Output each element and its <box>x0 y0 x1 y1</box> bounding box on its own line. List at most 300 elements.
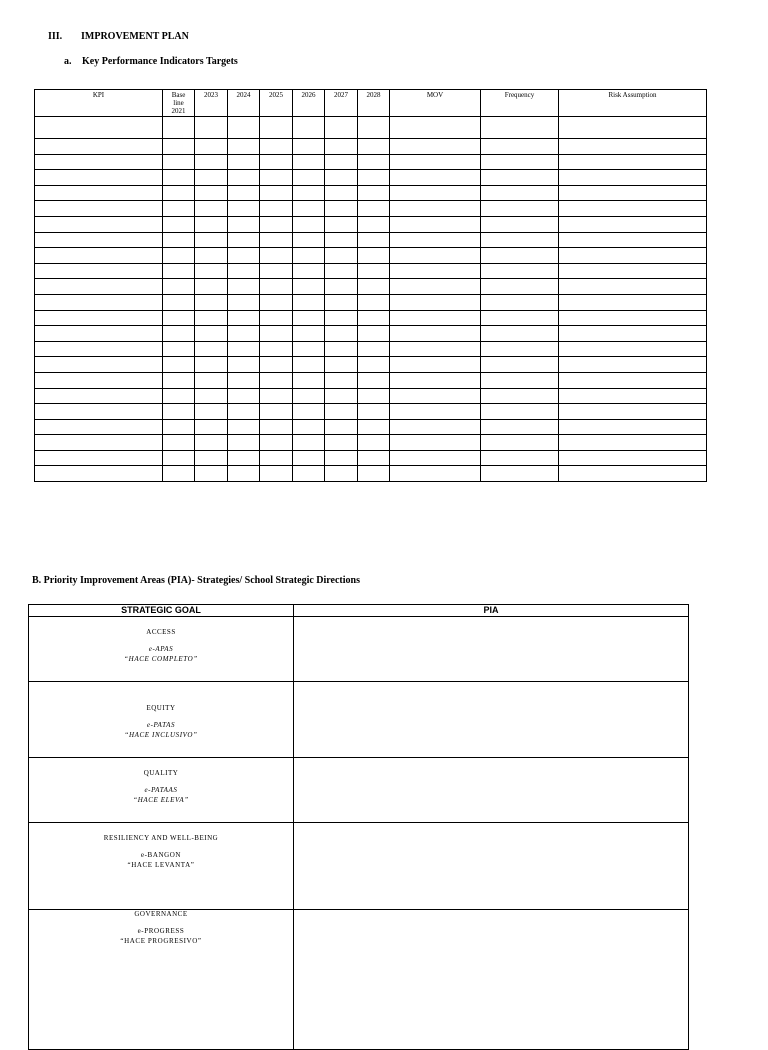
kpi-cell[interactable] <box>195 263 228 279</box>
kpi-cell[interactable] <box>358 117 390 139</box>
kpi-cell[interactable] <box>390 310 481 326</box>
kpi-cell[interactable] <box>481 341 559 357</box>
kpi-cell[interactable] <box>228 310 260 326</box>
kpi-cell[interactable] <box>358 404 390 420</box>
kpi-cell[interactable] <box>163 170 195 186</box>
kpi-cell[interactable] <box>35 450 163 466</box>
kpi-cell[interactable] <box>390 201 481 217</box>
kpi-cell[interactable] <box>195 326 228 342</box>
kpi-cell[interactable] <box>358 466 390 482</box>
kpi-cell[interactable] <box>35 341 163 357</box>
kpi-cell[interactable] <box>35 357 163 373</box>
kpi-cell[interactable] <box>35 154 163 170</box>
kpi-cell[interactable] <box>293 232 325 248</box>
goal-program: e-PATAAS <box>144 786 178 794</box>
pia-cell[interactable] <box>294 823 689 910</box>
kpi-cell[interactable] <box>325 310 358 326</box>
kpi-cell[interactable] <box>195 139 228 155</box>
kpi-cell[interactable] <box>390 466 481 482</box>
kpi-table-row <box>35 248 707 264</box>
kpi-cell[interactable] <box>163 372 195 388</box>
kpi-cell[interactable] <box>390 388 481 404</box>
kpi-cell[interactable] <box>260 357 293 373</box>
kpi-cell[interactable] <box>293 263 325 279</box>
kpi-cell[interactable] <box>390 372 481 388</box>
kpi-cell[interactable] <box>195 201 228 217</box>
kpi-cell[interactable] <box>163 466 195 482</box>
kpi-cell[interactable] <box>35 435 163 451</box>
kpi-cell[interactable] <box>559 232 707 248</box>
kpi-cell[interactable] <box>481 185 559 201</box>
kpi-cell[interactable] <box>195 232 228 248</box>
kpi-cell[interactable] <box>293 435 325 451</box>
kpi-cell[interactable] <box>260 154 293 170</box>
kpi-cell[interactable] <box>293 154 325 170</box>
kpi-cell[interactable] <box>195 248 228 264</box>
kpi-cell[interactable] <box>358 232 390 248</box>
kpi-header-2027: 2027 <box>325 90 358 117</box>
kpi-cell[interactable] <box>481 388 559 404</box>
kpi-cell[interactable] <box>390 232 481 248</box>
pia-cell[interactable] <box>294 617 689 682</box>
kpi-cell[interactable] <box>559 435 707 451</box>
kpi-cell[interactable] <box>559 263 707 279</box>
kpi-cell[interactable] <box>358 450 390 466</box>
kpi-cell[interactable] <box>481 357 559 373</box>
kpi-cell[interactable] <box>481 139 559 155</box>
kpi-cell[interactable] <box>260 419 293 435</box>
kpi-cell[interactable] <box>195 279 228 295</box>
kpi-cell[interactable] <box>195 372 228 388</box>
kpi-cell[interactable] <box>35 419 163 435</box>
kpi-cell[interactable] <box>163 294 195 310</box>
kpi-cell[interactable] <box>195 170 228 186</box>
kpi-cell[interactable] <box>35 294 163 310</box>
kpi-cell[interactable] <box>293 248 325 264</box>
kpi-cell[interactable] <box>228 117 260 139</box>
kpi-section-letter: a. <box>64 56 72 67</box>
kpi-table-row <box>35 185 707 201</box>
kpi-cell[interactable] <box>358 419 390 435</box>
kpi-cell[interactable] <box>293 294 325 310</box>
kpi-cell[interactable] <box>293 326 325 342</box>
kpi-cell[interactable] <box>260 185 293 201</box>
goal-name: RESILIENCY AND WELL-BEING <box>103 834 219 842</box>
goal-program: e-BANGON <box>140 851 182 859</box>
kpi-cell[interactable] <box>390 419 481 435</box>
kpi-cell[interactable] <box>325 248 358 264</box>
kpi-cell[interactable] <box>390 450 481 466</box>
kpi-cell[interactable] <box>228 372 260 388</box>
kpi-cell[interactable] <box>390 248 481 264</box>
kpi-cell[interactable] <box>293 279 325 295</box>
kpi-cell[interactable] <box>293 372 325 388</box>
kpi-header-2028: 2028 <box>358 90 390 117</box>
kpi-cell[interactable] <box>559 404 707 420</box>
kpi-table-row <box>35 341 707 357</box>
kpi-cell[interactable] <box>228 279 260 295</box>
pia-section-title: B. Priority Improvement Areas (PIA)- Strategies/ School Strategic Directions <box>32 575 360 586</box>
kpi-cell[interactable] <box>195 117 228 139</box>
kpi-cell[interactable] <box>260 294 293 310</box>
kpi-cell[interactable] <box>163 450 195 466</box>
kpi-cell[interactable] <box>228 326 260 342</box>
kpi-cell[interactable] <box>390 294 481 310</box>
pia-cell[interactable] <box>294 758 689 823</box>
kpi-cell[interactable] <box>228 357 260 373</box>
kpi-cell[interactable] <box>260 201 293 217</box>
kpi-cell[interactable] <box>325 154 358 170</box>
kpi-cell[interactable] <box>358 372 390 388</box>
kpi-cell[interactable] <box>293 419 325 435</box>
kpi-cell[interactable] <box>228 201 260 217</box>
kpi-cell[interactable] <box>35 388 163 404</box>
kpi-cell[interactable] <box>260 404 293 420</box>
kpi-cell[interactable] <box>293 170 325 186</box>
kpi-cell[interactable] <box>358 185 390 201</box>
kpi-cell[interactable] <box>325 388 358 404</box>
kpi-cell[interactable] <box>481 372 559 388</box>
kpi-cell[interactable] <box>260 310 293 326</box>
kpi-cell[interactable] <box>293 341 325 357</box>
kpi-table-body <box>35 117 707 482</box>
pia-table <box>28 604 689 1050</box>
kpi-cell[interactable] <box>163 435 195 451</box>
kpi-cell[interactable] <box>35 466 163 482</box>
kpi-cell[interactable] <box>163 248 195 264</box>
kpi-cell[interactable] <box>559 372 707 388</box>
kpi-cell[interactable] <box>325 326 358 342</box>
kpi-cell[interactable] <box>358 216 390 232</box>
kpi-cell[interactable] <box>195 450 228 466</box>
kpi-cell[interactable] <box>195 341 228 357</box>
kpi-cell[interactable] <box>559 419 707 435</box>
kpi-cell[interactable] <box>195 185 228 201</box>
kpi-cell[interactable] <box>163 341 195 357</box>
kpi-cell[interactable] <box>293 357 325 373</box>
kpi-cell[interactable] <box>35 117 163 139</box>
kpi-cell[interactable] <box>260 341 293 357</box>
kpi-cell[interactable] <box>559 310 707 326</box>
kpi-cell[interactable] <box>325 232 358 248</box>
kpi-table-row <box>35 263 707 279</box>
kpi-cell[interactable] <box>325 357 358 373</box>
kpi-cell[interactable] <box>559 388 707 404</box>
kpi-cell[interactable] <box>325 279 358 295</box>
kpi-cell[interactable] <box>325 263 358 279</box>
kpi-cell[interactable] <box>559 466 707 482</box>
kpi-cell[interactable] <box>559 117 707 139</box>
kpi-cell[interactable] <box>195 388 228 404</box>
kpi-cell[interactable] <box>358 357 390 373</box>
kpi-cell[interactable] <box>390 139 481 155</box>
kpi-cell[interactable] <box>260 248 293 264</box>
kpi-cell[interactable] <box>481 248 559 264</box>
strategic-goal-cell <box>29 682 294 758</box>
kpi-cell[interactable] <box>228 388 260 404</box>
kpi-table-row <box>35 326 707 342</box>
kpi-cell[interactable] <box>481 117 559 139</box>
kpi-cell[interactable] <box>293 216 325 232</box>
goal-name: ACCESS <box>146 628 176 636</box>
kpi-header-2025: 2025 <box>260 90 293 117</box>
kpi-table-row <box>35 232 707 248</box>
goal-program: e-PATAS <box>146 721 176 729</box>
kpi-cell[interactable] <box>228 450 260 466</box>
kpi-cell[interactable] <box>559 294 707 310</box>
kpi-cell[interactable] <box>35 404 163 420</box>
kpi-header-baseline: Base line 2021 <box>163 90 195 117</box>
kpi-cell[interactable] <box>325 450 358 466</box>
kpi-cell[interactable] <box>260 326 293 342</box>
kpi-cell[interactable] <box>293 388 325 404</box>
kpi-cell[interactable] <box>559 357 707 373</box>
kpi-cell[interactable] <box>195 154 228 170</box>
kpi-cell[interactable] <box>260 139 293 155</box>
kpi-cell[interactable] <box>559 201 707 217</box>
kpi-table-row <box>35 139 707 155</box>
kpi-cell[interactable] <box>228 139 260 155</box>
goal-name: EQUITY <box>146 704 176 712</box>
kpi-cell[interactable] <box>35 310 163 326</box>
kpi-cell[interactable] <box>293 310 325 326</box>
kpi-cell[interactable] <box>358 326 390 342</box>
kpi-cell[interactable] <box>325 419 358 435</box>
kpi-table-row <box>35 216 707 232</box>
kpi-cell[interactable] <box>35 170 163 186</box>
kpi-cell[interactable] <box>325 117 358 139</box>
pia-row-equity <box>29 682 689 758</box>
kpi-cell[interactable] <box>325 466 358 482</box>
kpi-cell[interactable] <box>325 139 358 155</box>
kpi-cell[interactable] <box>358 154 390 170</box>
goal-name: GOVERNANCE <box>134 910 188 918</box>
kpi-cell[interactable] <box>163 232 195 248</box>
kpi-table-row <box>35 372 707 388</box>
kpi-cell[interactable] <box>559 139 707 155</box>
kpi-cell[interactable] <box>195 216 228 232</box>
kpi-cell[interactable] <box>260 232 293 248</box>
section-heading <box>48 31 189 42</box>
kpi-cell[interactable] <box>325 216 358 232</box>
kpi-header-kpi: KPI <box>35 90 163 117</box>
kpi-cell[interactable] <box>559 279 707 295</box>
kpi-cell[interactable] <box>163 388 195 404</box>
kpi-cell[interactable] <box>325 435 358 451</box>
kpi-cell[interactable] <box>260 388 293 404</box>
kpi-cell[interactable] <box>228 232 260 248</box>
kpi-cell[interactable] <box>260 372 293 388</box>
kpi-cell[interactable] <box>163 139 195 155</box>
kpi-cell[interactable] <box>390 263 481 279</box>
kpi-cell[interactable] <box>163 310 195 326</box>
kpi-cell[interactable] <box>358 435 390 451</box>
kpi-cell[interactable] <box>260 466 293 482</box>
kpi-table <box>34 89 707 482</box>
kpi-cell[interactable] <box>559 326 707 342</box>
kpi-cell[interactable] <box>293 139 325 155</box>
kpi-cell[interactable] <box>163 154 195 170</box>
kpi-cell[interactable] <box>163 216 195 232</box>
kpi-cell[interactable] <box>163 117 195 139</box>
kpi-cell[interactable] <box>195 419 228 435</box>
kpi-cell[interactable] <box>35 279 163 295</box>
kpi-cell[interactable] <box>228 435 260 451</box>
kpi-cell[interactable] <box>325 170 358 186</box>
kpi-cell[interactable] <box>325 341 358 357</box>
kpi-cell[interactable] <box>163 404 195 420</box>
kpi-cell[interactable] <box>195 294 228 310</box>
kpi-cell[interactable] <box>481 450 559 466</box>
kpi-header-risk: Risk Assumption <box>559 90 707 117</box>
kpi-cell[interactable] <box>260 117 293 139</box>
pia-row-quality <box>29 758 689 823</box>
kpi-cell[interactable] <box>390 326 481 342</box>
kpi-cell[interactable] <box>228 419 260 435</box>
kpi-cell[interactable] <box>481 326 559 342</box>
kpi-cell[interactable] <box>559 248 707 264</box>
kpi-cell[interactable] <box>163 263 195 279</box>
kpi-cell[interactable] <box>163 357 195 373</box>
kpi-cell[interactable] <box>358 310 390 326</box>
kpi-table-row <box>35 404 707 420</box>
kpi-cell[interactable] <box>228 294 260 310</box>
kpi-cell[interactable] <box>559 341 707 357</box>
kpi-cell[interactable] <box>481 201 559 217</box>
kpi-cell[interactable] <box>195 357 228 373</box>
kpi-cell[interactable] <box>35 248 163 264</box>
kpi-cell[interactable] <box>325 201 358 217</box>
kpi-cell[interactable] <box>358 248 390 264</box>
kpi-cell[interactable] <box>390 154 481 170</box>
kpi-cell[interactable] <box>35 232 163 248</box>
kpi-cell[interactable] <box>35 326 163 342</box>
pia-header-pia: PIA <box>294 605 689 617</box>
kpi-cell[interactable] <box>358 170 390 186</box>
kpi-cell[interactable] <box>163 185 195 201</box>
pia-cell[interactable] <box>294 910 689 1050</box>
kpi-cell[interactable] <box>358 294 390 310</box>
pia-cell[interactable] <box>294 682 689 758</box>
kpi-cell[interactable] <box>163 279 195 295</box>
kpi-cell[interactable] <box>260 450 293 466</box>
goal-name: QUALITY <box>143 769 179 777</box>
kpi-cell[interactable] <box>293 450 325 466</box>
kpi-cell[interactable] <box>195 435 228 451</box>
kpi-cell[interactable] <box>260 170 293 186</box>
kpi-cell[interactable] <box>228 248 260 264</box>
kpi-cell[interactable] <box>390 404 481 420</box>
kpi-cell[interactable] <box>35 263 163 279</box>
kpi-cell[interactable] <box>559 216 707 232</box>
kpi-cell[interactable] <box>260 216 293 232</box>
kpi-cell[interactable] <box>481 404 559 420</box>
kpi-cell[interactable] <box>195 466 228 482</box>
kpi-cell[interactable] <box>390 170 481 186</box>
kpi-cell[interactable] <box>390 117 481 139</box>
kpi-cell[interactable] <box>325 185 358 201</box>
kpi-cell[interactable] <box>325 372 358 388</box>
kpi-cell[interactable] <box>228 341 260 357</box>
kpi-cell[interactable] <box>260 435 293 451</box>
kpi-cell[interactable] <box>481 263 559 279</box>
kpi-cell[interactable] <box>163 201 195 217</box>
kpi-cell[interactable] <box>481 294 559 310</box>
kpi-cell[interactable] <box>325 404 358 420</box>
kpi-cell[interactable] <box>390 279 481 295</box>
kpi-cell[interactable] <box>293 117 325 139</box>
kpi-cell[interactable] <box>481 466 559 482</box>
kpi-cell[interactable] <box>35 139 163 155</box>
kpi-table-row <box>35 450 707 466</box>
kpi-cell[interactable] <box>293 201 325 217</box>
kpi-cell[interactable] <box>390 435 481 451</box>
kpi-cell[interactable] <box>390 185 481 201</box>
kpi-cell[interactable] <box>260 279 293 295</box>
kpi-cell[interactable] <box>228 216 260 232</box>
kpi-cell[interactable] <box>195 310 228 326</box>
kpi-cell[interactable] <box>260 263 293 279</box>
kpi-table-row <box>35 466 707 482</box>
kpi-cell[interactable] <box>358 341 390 357</box>
kpi-cell[interactable] <box>481 232 559 248</box>
kpi-cell[interactable] <box>481 435 559 451</box>
kpi-cell[interactable] <box>35 372 163 388</box>
kpi-cell[interactable] <box>481 154 559 170</box>
kpi-cell[interactable] <box>559 170 707 186</box>
kpi-table-row <box>35 294 707 310</box>
kpi-cell[interactable] <box>163 326 195 342</box>
kpi-cell[interactable] <box>228 263 260 279</box>
kpi-cell[interactable] <box>293 466 325 482</box>
kpi-cell[interactable] <box>228 404 260 420</box>
kpi-cell[interactable] <box>358 139 390 155</box>
kpi-cell[interactable] <box>481 170 559 186</box>
kpi-cell[interactable] <box>163 419 195 435</box>
kpi-cell[interactable] <box>358 201 390 217</box>
kpi-cell[interactable] <box>293 404 325 420</box>
kpi-cell[interactable] <box>481 419 559 435</box>
kpi-cell[interactable] <box>358 263 390 279</box>
kpi-cell[interactable] <box>228 154 260 170</box>
kpi-cell[interactable] <box>390 357 481 373</box>
kpi-cell[interactable] <box>35 201 163 217</box>
kpi-cell[interactable] <box>390 216 481 232</box>
kpi-cell[interactable] <box>228 170 260 186</box>
kpi-header-frequency: Frequency <box>481 90 559 117</box>
kpi-cell[interactable] <box>390 341 481 357</box>
kpi-cell[interactable] <box>325 294 358 310</box>
kpi-cell[interactable] <box>481 279 559 295</box>
strategic-goal-cell <box>29 910 294 1050</box>
kpi-cell[interactable] <box>559 154 707 170</box>
kpi-cell[interactable] <box>559 450 707 466</box>
kpi-cell[interactable] <box>228 466 260 482</box>
kpi-cell[interactable] <box>228 185 260 201</box>
kpi-cell[interactable] <box>358 279 390 295</box>
kpi-table-row <box>35 154 707 170</box>
kpi-cell[interactable] <box>195 404 228 420</box>
kpi-cell[interactable] <box>481 310 559 326</box>
kpi-cell[interactable] <box>35 216 163 232</box>
kpi-cell[interactable] <box>559 185 707 201</box>
kpi-cell[interactable] <box>35 185 163 201</box>
kpi-cell[interactable] <box>358 388 390 404</box>
kpi-cell[interactable] <box>481 216 559 232</box>
goal-slogan: “HACE COMPLETO” <box>124 655 198 663</box>
pia-row-resiliency <box>29 823 689 910</box>
kpi-cell[interactable] <box>293 185 325 201</box>
